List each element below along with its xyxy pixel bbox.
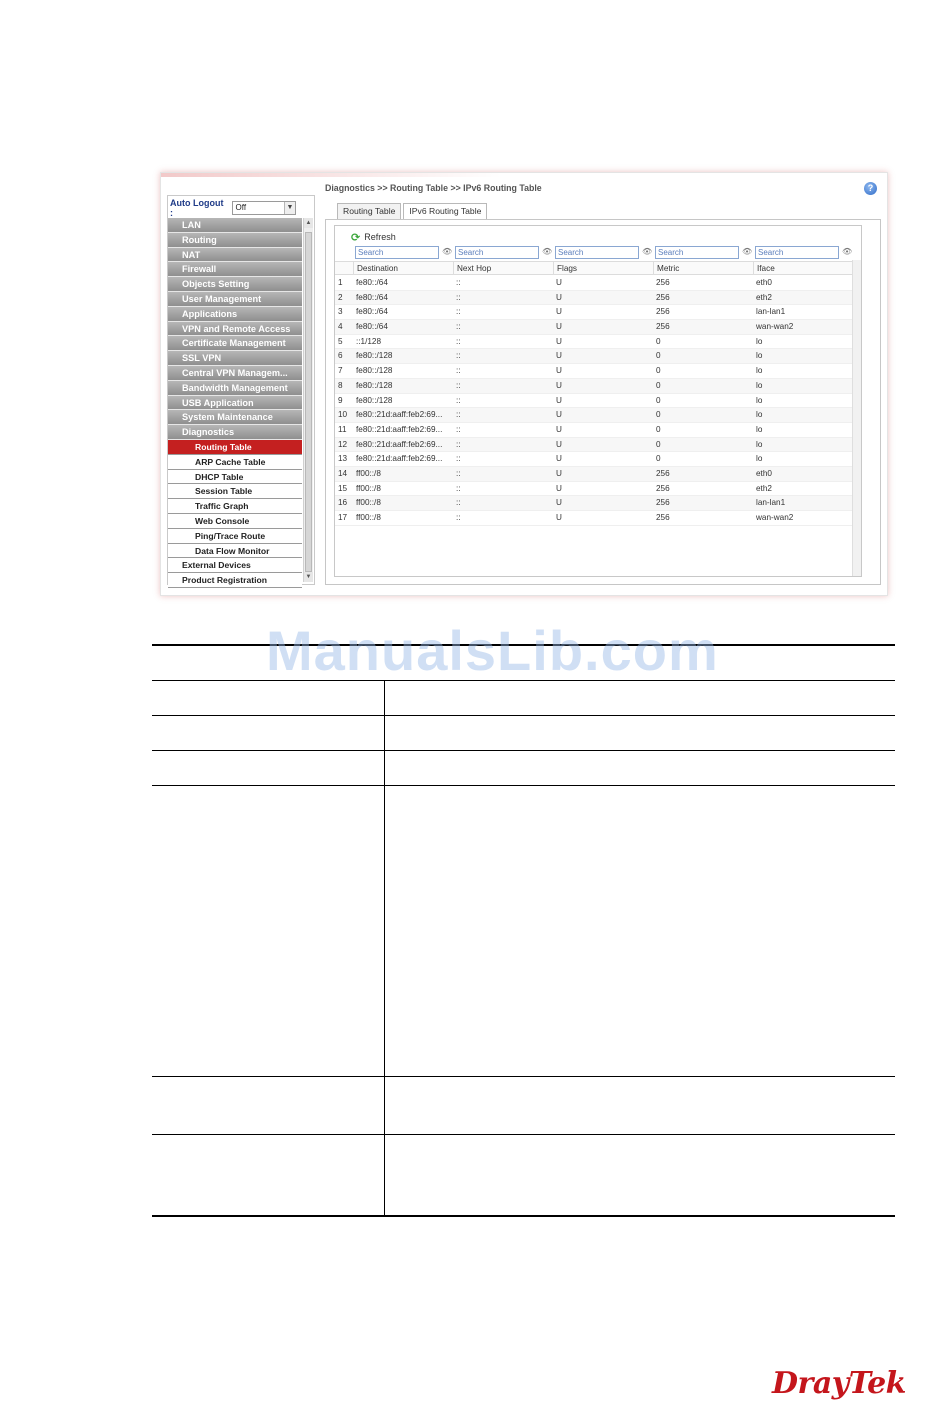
cell-next-hop: :: [456, 366, 461, 376]
menu-item-external-devices[interactable]: External Devices [168, 558, 302, 573]
row-index: 16 [338, 498, 348, 508]
cell-next-hop: :: [456, 424, 461, 434]
table-rule [152, 785, 895, 786]
description-table [152, 644, 895, 1219]
row-index: 12 [338, 439, 348, 449]
table-rule [152, 1215, 895, 1217]
table-row[interactable] [335, 335, 853, 350]
cell-flags: U [556, 424, 562, 434]
submenu-traffic-graph[interactable]: Traffic Graph [168, 499, 302, 514]
cell-iface: lo [756, 336, 763, 346]
cell-iface: eth2 [756, 292, 772, 302]
table-body [335, 276, 853, 526]
table-rule [152, 715, 895, 716]
tab-routing-table[interactable]: Routing Table [337, 203, 401, 219]
table-row[interactable] [335, 438, 853, 453]
cell-metric: 256 [656, 322, 670, 332]
table-header [335, 261, 853, 275]
search-icon[interactable]: 👁 [442, 247, 453, 256]
menu-item-diagnostics[interactable]: Diagnostics [168, 425, 302, 440]
table-rule [152, 1134, 895, 1135]
cell-iface: lo [756, 424, 763, 434]
cell-next-hop: :: [456, 380, 461, 390]
cell-iface: lo [756, 439, 763, 449]
cell-metric: 0 [656, 424, 661, 434]
cell-next-hop: :: [456, 454, 461, 464]
menu-item-product-registration[interactable]: Product Registration [168, 573, 302, 588]
table-row[interactable] [335, 452, 853, 467]
cell-metric: 0 [656, 454, 661, 464]
menu-item-bandwidth-management[interactable]: Bandwidth Management [168, 381, 302, 396]
auto-logout-value: Off [235, 203, 247, 212]
cell-flags: U [556, 336, 562, 346]
row-index: 5 [338, 336, 343, 346]
table-rule [152, 1076, 895, 1077]
cell-destination: ::1/128 [356, 336, 382, 346]
cell-destination: fe80::/128 [356, 395, 393, 405]
cell-destination: fe80::21d:aaff:feb2:69... [356, 410, 443, 420]
cell-metric: 256 [656, 498, 670, 508]
cell-destination: fe80::21d:aaff:feb2:69... [356, 454, 443, 464]
table-divider [384, 680, 385, 1217]
draytek-logo: DrayTek [772, 1366, 906, 1401]
table-row[interactable] [335, 511, 853, 526]
cell-destination: fe80::/128 [356, 380, 393, 390]
row-index: 1 [338, 278, 343, 287]
cell-flags: U [556, 366, 562, 376]
table-row[interactable] [335, 467, 853, 482]
help-icon[interactable]: ? [864, 182, 877, 195]
top-accent-bar [161, 173, 501, 177]
grid-scrollbar[interactable] [852, 260, 861, 576]
cell-next-hop: :: [456, 292, 461, 302]
cell-flags: U [556, 483, 562, 493]
menu-item-lan[interactable]: LAN [168, 218, 302, 233]
cell-next-hop: :: [456, 410, 461, 420]
cell-metric: 256 [656, 292, 670, 302]
row-index: 6 [338, 351, 343, 361]
menu-item-routing[interactable]: Routing [168, 233, 302, 248]
row-index: 17 [338, 513, 348, 522]
cell-next-hop: :: [456, 483, 461, 493]
cell-destination: fe80::21d:aaff:feb2:69... [356, 424, 443, 434]
row-index: 13 [338, 454, 348, 464]
search-input-destination[interactable]: Search [355, 246, 439, 259]
cell-iface: lo [756, 366, 763, 376]
row-index: 9 [338, 395, 343, 405]
cell-next-hop: :: [456, 351, 461, 361]
row-index: 15 [338, 483, 348, 493]
watermark: ManualsLib.com [266, 619, 719, 682]
refresh-button[interactable] [351, 230, 396, 244]
cell-metric: 256 [656, 513, 670, 522]
cell-iface: eth0 [756, 278, 772, 287]
cell-destination: ff00::/8 [356, 498, 381, 508]
cell-next-hop: :: [456, 468, 461, 478]
search-icon[interactable]: 👁 [742, 247, 753, 256]
table-row[interactable] [335, 394, 853, 409]
submenu-data-flow-monitor[interactable]: Data Flow Monitor [168, 544, 302, 559]
cell-destination: fe80::/64 [356, 322, 388, 332]
menu-item-certificate-management[interactable]: Certificate Management [168, 336, 302, 351]
column-header-destination[interactable]: Destination [353, 262, 453, 275]
table-row[interactable] [335, 276, 853, 291]
cell-metric: 0 [656, 380, 661, 390]
auto-logout-label: Auto Logout : [170, 198, 224, 218]
submenu-web-console[interactable]: Web Console [168, 514, 302, 529]
table-row[interactable] [335, 496, 853, 511]
menu-item-user-management[interactable]: User Management [168, 292, 302, 307]
search-icon[interactable]: 👁 [642, 247, 653, 256]
menu-item-applications[interactable]: Applications [168, 307, 302, 322]
cell-metric: 256 [656, 483, 670, 493]
sidebar-scrollbar[interactable] [303, 218, 313, 582]
cell-iface: lo [756, 380, 763, 390]
cell-metric: 0 [656, 410, 661, 420]
cell-flags: U [556, 513, 562, 522]
menu-item-ssl-vpn[interactable]: SSL VPN [168, 351, 302, 366]
cell-metric: 0 [656, 366, 661, 376]
table-row[interactable] [335, 320, 853, 335]
search-input-iface[interactable]: Search [755, 246, 839, 259]
cell-iface: wan-wan2 [756, 513, 794, 522]
cell-next-hop: :: [456, 307, 461, 317]
tab-ipv6-routing-table[interactable]: IPv6 Routing Table [403, 203, 487, 220]
auto-logout-select[interactable] [232, 201, 296, 215]
cell-iface: lo [756, 410, 763, 420]
cell-flags: U [556, 278, 562, 287]
cell-flags: U [556, 322, 562, 332]
cell-iface: wan-wan2 [756, 322, 794, 332]
cell-metric: 256 [656, 278, 670, 287]
column-header-flags[interactable]: Flags [553, 262, 653, 275]
cell-iface: lan-lan1 [756, 307, 786, 317]
table-row[interactable] [335, 379, 853, 394]
refresh-icon: ⟳ [351, 231, 361, 244]
cell-metric: 256 [656, 307, 670, 317]
cell-destination: ff00::/8 [356, 468, 381, 478]
row-index: 3 [338, 307, 343, 317]
routing-grid [334, 225, 862, 577]
cell-flags: U [556, 498, 562, 508]
search-input-metric[interactable]: Search [655, 246, 739, 259]
cell-next-hop: :: [456, 395, 461, 405]
submenu-arp-cache-table[interactable]: ARP Cache Table [168, 455, 302, 470]
auto-logout-row [170, 200, 296, 216]
scroll-down-icon[interactable]: ▼ [305, 574, 312, 580]
search-icon[interactable]: 👁 [542, 247, 553, 256]
cell-flags: U [556, 454, 562, 464]
cell-iface: lo [756, 454, 763, 464]
table-row[interactable] [335, 408, 853, 423]
menu-item-nat[interactable]: NAT [168, 248, 302, 263]
menu-item-vpn-remote-access[interactable]: VPN and Remote Access [168, 322, 302, 337]
row-index: 11 [338, 424, 347, 434]
table-row[interactable] [335, 423, 853, 438]
cell-flags: U [556, 468, 562, 478]
refresh-label: Refresh [364, 232, 396, 242]
cell-metric: 0 [656, 351, 661, 361]
tab-panel [325, 219, 881, 585]
cell-flags: U [556, 410, 562, 420]
menu-item-usb-application[interactable]: USB Application [168, 396, 302, 411]
column-header-next-hop[interactable]: Next Hop [453, 262, 553, 275]
row-index: 4 [338, 322, 343, 332]
cell-iface: lan-lan1 [756, 498, 786, 508]
cell-next-hop: :: [456, 498, 461, 508]
cell-destination: fe80::/64 [356, 292, 388, 302]
row-index: 2 [338, 292, 343, 302]
search-icon[interactable]: 👁 [842, 247, 853, 256]
cell-destination: fe80::/64 [356, 307, 388, 317]
chevron-down-icon[interactable]: ▼ [284, 202, 295, 214]
table-row[interactable] [335, 482, 853, 497]
tab-bar [337, 203, 487, 220]
row-index: 8 [338, 380, 343, 390]
breadcrumb: Diagnostics >> Routing Table >> IPv6 Routing Table [325, 183, 542, 193]
cell-flags: U [556, 395, 562, 405]
table-rule [152, 750, 895, 751]
cell-flags: U [556, 307, 562, 317]
column-header-iface[interactable]: Iface [753, 262, 853, 275]
cell-destination: ff00::/8 [356, 483, 381, 493]
cell-flags: U [556, 351, 562, 361]
submenu-session-table[interactable]: Session Table [168, 484, 302, 499]
cell-next-hop: :: [456, 278, 461, 287]
submenu-dhcp-table[interactable]: DHCP Table [168, 470, 302, 485]
cell-destination: fe80::/128 [356, 351, 393, 361]
cell-destination: fe80::21d:aaff:feb2:69... [356, 439, 443, 449]
search-input-flags[interactable]: Search [555, 246, 639, 259]
search-row [335, 246, 861, 260]
row-index: 10 [338, 410, 348, 420]
cell-next-hop: :: [456, 322, 461, 332]
table-row[interactable] [335, 291, 853, 306]
row-index: 14 [338, 468, 348, 478]
cell-iface: lo [756, 395, 763, 405]
row-index: 7 [338, 366, 343, 376]
column-header-metric[interactable]: Metric [653, 262, 753, 275]
cell-metric: 0 [656, 439, 661, 449]
cell-metric: 256 [656, 468, 670, 478]
cell-destination: ff00::/8 [356, 513, 381, 522]
cell-flags: U [556, 292, 562, 302]
cell-next-hop: :: [456, 439, 461, 449]
table-row[interactable] [335, 349, 853, 364]
router-screenshot [160, 172, 888, 596]
menu-item-central-vpn-management[interactable]: Central VPN Managem... [168, 366, 302, 381]
cell-destination: fe80::/64 [356, 278, 388, 287]
cell-metric: 0 [656, 395, 661, 405]
menu-item-firewall[interactable]: Firewall [168, 262, 302, 277]
menu-item-objects-setting[interactable]: Objects Setting [168, 277, 302, 292]
cell-metric: 0 [656, 336, 661, 346]
submenu-routing-table[interactable]: Routing Table [168, 440, 302, 455]
submenu-ping-trace-route[interactable]: Ping/Trace Route [168, 529, 302, 544]
cell-next-hop: :: [456, 513, 461, 522]
table-row[interactable] [335, 305, 853, 320]
table-row[interactable] [335, 364, 853, 379]
cell-flags: U [556, 380, 562, 390]
scroll-up-icon[interactable]: ▲ [305, 220, 312, 226]
cell-flags: U [556, 439, 562, 449]
sidebar-scroll-thumb[interactable] [305, 232, 312, 572]
sidebar [167, 195, 315, 585]
menu-item-system-maintenance[interactable]: System Maintenance [168, 410, 302, 425]
cell-iface: lo [756, 351, 763, 361]
cell-destination: fe80::/128 [356, 366, 393, 376]
cell-next-hop: :: [456, 336, 461, 346]
search-input-next-hop[interactable]: Search [455, 246, 539, 259]
main-menu [168, 218, 302, 588]
cell-iface: eth0 [756, 468, 772, 478]
cell-iface: eth2 [756, 483, 772, 493]
